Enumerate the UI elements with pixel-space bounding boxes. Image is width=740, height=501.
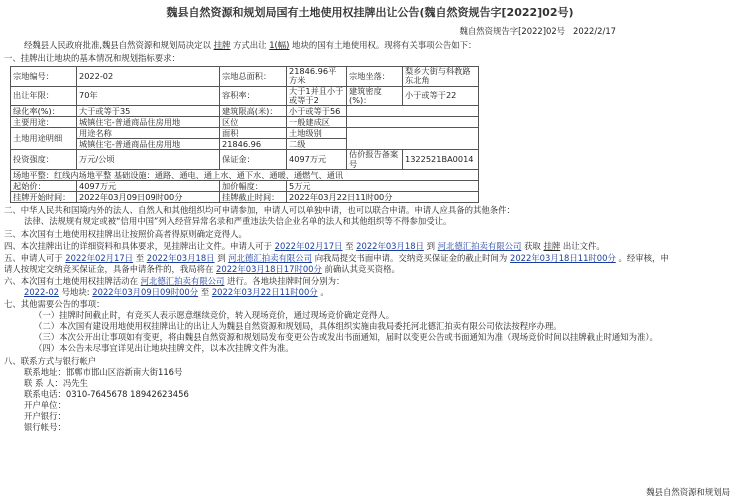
account-number: 银行帐号： — [24, 422, 66, 433]
parcel-id-value: 2022-02 — [77, 66, 220, 86]
intro-text-3: 地块的国有土地使用权。现将有关事项公告如下： — [292, 39, 477, 50]
contact-person — [4, 378, 736, 389]
location-value: 梨乡大街与科教路东北角 — [403, 66, 479, 86]
s6-text-a: 六、本次国有土地使用权挂牌活动在 — [4, 275, 138, 286]
announcement-number-date — [4, 26, 736, 37]
s6-org: 河北德汇拍卖有限公司 — [140, 275, 225, 286]
section-5 — [4, 253, 736, 264]
listing-end-value: 2022年03月22日11时00分 — [287, 192, 479, 203]
use-detail-label: 土地用途明细 — [11, 128, 77, 150]
investment-value: 万元/公顷 — [77, 150, 220, 170]
area-value: 21846.96 — [220, 139, 287, 150]
s6-time-start: 2022年03月09日09时00分 — [92, 286, 199, 297]
listing-end-label: 挂牌截止时间： — [220, 192, 287, 203]
main-use-value: 城镇住宅-普通商品住房用地 — [77, 117, 220, 128]
s4-text-b: 至 — [345, 240, 354, 251]
section-2: 二、中华人民共和国境内外的法人、自然人和其他组织均可申请参加，申请人可以单独申请，也可以联合申请。申请人应具备的其他条件： — [4, 205, 515, 216]
s4-text-f: 出让文件。 — [562, 240, 605, 251]
green-rate-label: 绿化率(%)： — [11, 106, 77, 117]
contact-person-label: 联 系 人： — [24, 377, 63, 388]
contact-address — [4, 367, 736, 378]
s5-text-b: 至 — [135, 252, 145, 263]
area-header: 面积 — [220, 128, 287, 139]
listing-start-value: 2022年03月09日09时00分 — [77, 192, 220, 203]
s5-text-f: 。经审核，申 — [618, 252, 669, 263]
announcement-date: 2022/2/17 — [573, 25, 616, 36]
intro-text-2: 方式出让 — [233, 39, 267, 50]
contact-phone-label: 联系电话： — [24, 388, 66, 399]
total-area-value: 21846.96平方米 — [287, 66, 347, 86]
height-limit-value: 小于或等于56 — [287, 106, 347, 117]
deposit-value: 4097万元 — [287, 150, 347, 170]
contact-phone-value: 0310-7645678 18942623456 — [65, 388, 189, 399]
density-label: 建筑密度(%)： — [347, 86, 403, 106]
page-title: 魏县自然资源和规划局国有土地使用权挂牌出让公告(魏自然资规告字[2022]02号) — [166, 6, 574, 19]
table-row — [11, 117, 479, 128]
section-1-heading: 一、挂牌出让地块的基本情况和规划指标要求： — [4, 52, 180, 63]
location-label: 宗地坐落： — [347, 66, 403, 86]
announcement-page — [4, 4, 736, 433]
section-5-cont — [4, 264, 736, 275]
s6-text-d: 至 — [200, 286, 210, 297]
s6-text-b: 进行。各地块挂牌时间分别为： — [227, 275, 345, 286]
investment-label: 投资强度： — [11, 150, 77, 170]
section-2-conditions: 法律、法规规有规定或被“信用中国”列入经营异常名录和严重违法失信企业名单的法人和其他组织等不得参加受让。 — [24, 216, 452, 227]
table-row — [11, 66, 479, 86]
parcel-id-label: 宗地编号： — [11, 66, 77, 86]
term-label: 出让年限： — [11, 86, 77, 106]
s4-date-end: 2022年03月18日 — [356, 240, 424, 251]
s4-text-c: 到 — [426, 240, 435, 251]
table-row — [11, 106, 479, 117]
contact-address-value: 邯郸市邯山区浴新南大街116号 — [65, 366, 183, 377]
s5-text-h: 前确认其竞买资格。 — [324, 263, 400, 274]
account-unit: 开户单位： — [24, 399, 66, 410]
term-value: 70年 — [77, 86, 220, 106]
s4-date-start: 2022年02月17日 — [274, 240, 343, 251]
section-4 — [4, 241, 736, 252]
s6-text-c: 号地块: — [61, 286, 90, 297]
contact-phone — [4, 389, 736, 400]
issuer-signature: 魏县自然资源和规划局 — [646, 487, 730, 497]
section-6 — [4, 276, 736, 287]
section-7-item: （三）本次公开出让事项如有变更，将由魏县自然资源和规划局发布变更公告或发出书面通知，届时以变更公告或书面通知为准（现场竞价时间以挂牌截止时通知为准）。 — [34, 332, 658, 343]
empty-cell — [347, 128, 479, 150]
empty-cell — [347, 106, 479, 117]
section-7-item: （四）本公告未尽事宜详见出让地块挂牌文件，以本次挂牌文件为准。 — [34, 343, 294, 354]
increment-label: 加价幅度： — [220, 181, 287, 192]
appraisal-label: 估价报告备案号 — [347, 150, 403, 170]
s5-text-g: 请人按规定交纳竞买保证金，具备申请条件的，我局将在 — [4, 263, 214, 274]
table-row — [11, 192, 479, 203]
account-bank: 开户银行： — [24, 411, 66, 422]
s5-date-end: 2022年03月18日 — [146, 252, 215, 263]
table-row — [11, 170, 479, 181]
green-rate-value: 大于或等于35 — [77, 106, 220, 117]
appraisal-value: 1322521BA0014 — [403, 150, 479, 170]
land-grade-header: 土地级别 — [287, 128, 347, 139]
s5-date-start: 2022年02月17日 — [65, 252, 134, 263]
section-7-item: （二）本次国有建设用地使用权挂牌出让的出让人为魏县自然资源和规划局，具体组织实施由我局委托河北德汇拍卖有限公司依法按程序办理。 — [34, 321, 562, 332]
s4-text-a: 四、本次挂牌出让的详细资料和具体要求，见挂牌出让文件。申请人可于 — [4, 240, 272, 251]
intro-text-1: 经魏县人民政府批准,魏县自然资源和规划局决定以 — [24, 39, 211, 50]
s4-text-e: 获取 — [524, 240, 541, 251]
intro-method: 挂牌 — [213, 39, 231, 50]
s5-text-e: 向我局提交书面申请。交纳竞买保证金的截止时间为 — [314, 252, 508, 263]
section-3: 三、本次国有土地使用权挂牌出让按照价高者得原则确定竞得人。 — [4, 228, 247, 239]
s4-org: 河北德汇拍卖有限公司 — [437, 240, 522, 251]
section-8: 八、联系方式与银行帐户 — [4, 355, 97, 366]
s5-text-a: 五、申请人可于 — [4, 252, 63, 263]
height-limit-label: 建筑限高(米)： — [220, 106, 287, 117]
start-price-label: 起始价： — [11, 181, 77, 192]
start-price-value: 4097万元 — [77, 181, 220, 192]
section-7: 七、其他需要公告的事项： — [4, 299, 105, 310]
use-name-value: 城镇住宅-普通商品住房用地 — [77, 139, 220, 150]
parcel-info-table — [10, 66, 479, 204]
use-name-header: 用途名称 — [77, 128, 220, 139]
section-7-item: （一）挂牌时间截止时，有竞买人表示愿意继续竞价，转入现场竞价，通过现场竞价确定竞得人。 — [34, 310, 395, 321]
zone-value: 一般建成区 — [287, 117, 347, 128]
empty-cell — [347, 117, 479, 128]
table-row — [11, 128, 479, 139]
s6-text-e: 。 — [320, 286, 329, 297]
total-area-label: 宗地总面积： — [220, 66, 287, 86]
s5-text-c: 到 — [217, 252, 226, 263]
zone-label: 区位 — [220, 117, 287, 128]
main-use-label: 主要用途： — [11, 117, 77, 128]
contact-address-label: 联系地址： — [24, 366, 66, 377]
s5-confirm-deadline: 2022年03月18日17时00分 — [216, 263, 322, 274]
s4-method: 挂牌 — [543, 240, 561, 251]
site-conditions: 场地平整：红线内场地平整 基础设施：通路、通电、通上水、通下水、通暖、通燃气、通讯 — [11, 170, 479, 181]
announcement-number: 魏自然资规告字[2022]02号 — [459, 25, 566, 36]
table-row — [11, 86, 479, 106]
far-label: 容积率： — [220, 86, 287, 106]
section-6-schedule — [4, 287, 736, 298]
listing-start-label: 挂牌开始时间： — [11, 192, 77, 203]
s5-org: 河北德汇拍卖有限公司 — [228, 252, 313, 263]
intro-paragraph — [4, 40, 736, 51]
s6-parcel-code: 2022-02 — [24, 286, 59, 297]
table-row — [11, 181, 479, 192]
intro-count: 1(幅) — [269, 39, 290, 50]
increment-value: 5万元 — [287, 181, 479, 192]
deposit-label: 保证金： — [220, 150, 287, 170]
far-value: 大于1并且小于或等于2 — [287, 86, 347, 106]
s6-time-end: 2022年03月22日11时00分 — [211, 286, 318, 297]
s5-deposit-deadline: 2022年03月18日11时00分 — [509, 252, 616, 263]
table-row — [11, 150, 479, 170]
land-grade-value: 二级 — [287, 139, 347, 150]
density-value: 小于或等于22 — [403, 86, 479, 106]
contact-person-value: 冯先生 — [62, 377, 88, 388]
